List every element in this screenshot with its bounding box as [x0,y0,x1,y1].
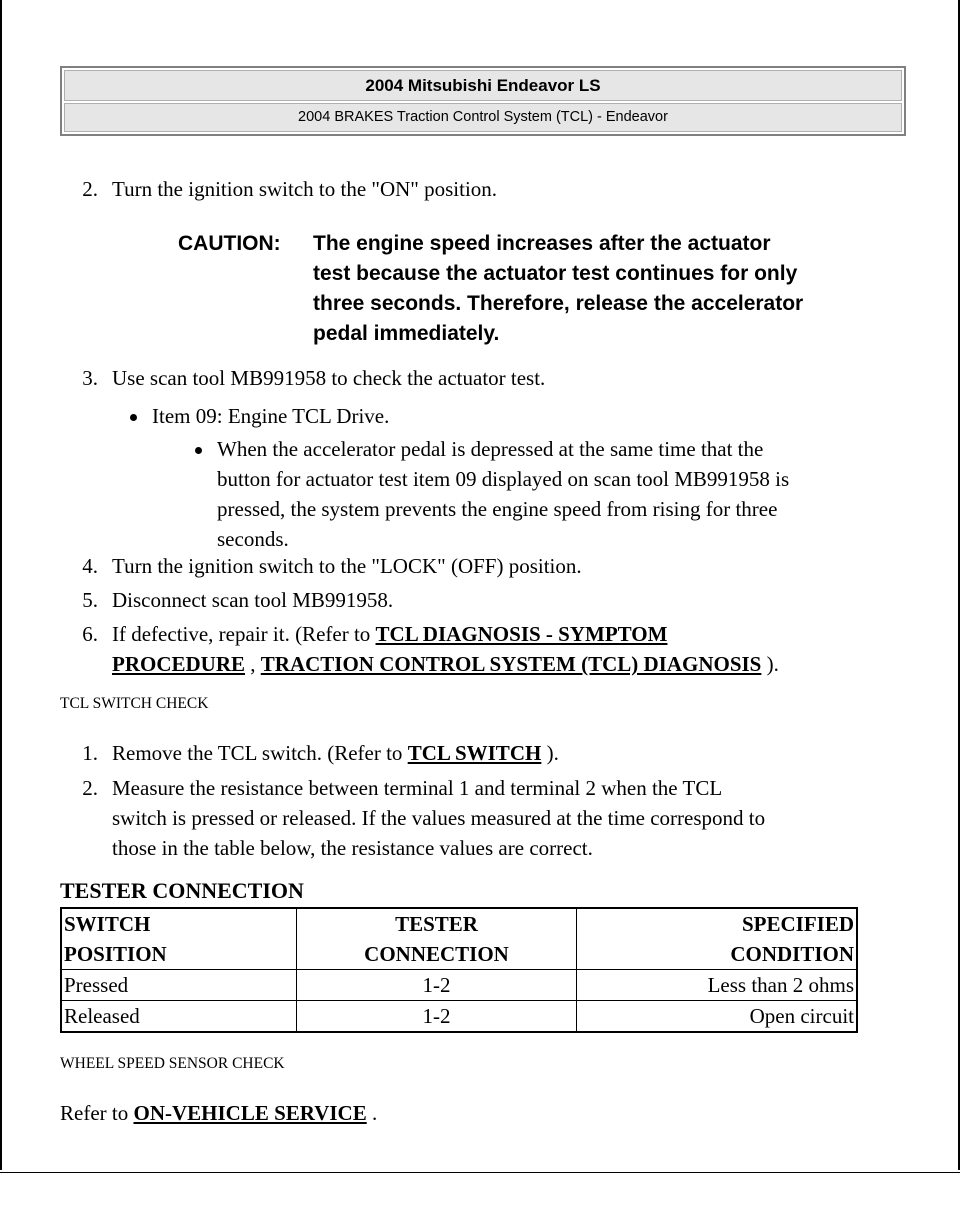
step-number: 5. [82,588,98,612]
bullet-dot [195,447,202,454]
bullet-dot [130,414,137,421]
tester-connection-table [60,907,858,1033]
on-vehicle-service-link[interactable]: ON-VEHICLE SERVICE [133,1101,367,1125]
header-specified-condition: SPECIFIED CONDITION [577,908,858,970]
step-6 [70,619,940,681]
table-header-row [61,908,857,970]
step-text: Turn the ignition switch to the "ON" position. [112,177,498,201]
wheel-speed-refer [60,1098,920,1128]
tester-connection-title: TESTER CONNECTION [60,878,304,903]
table-row [61,970,857,1001]
wheel-speed-check-heading: WHEEL SPEED SENSOR CHECK [60,1055,285,1072]
step-text-prefix: If defective, repair it. (Refer to [112,622,376,646]
step-number: 3. [82,366,98,390]
step-line: switch is pressed or released. If the values measured at the time correspond to [112,806,766,830]
tcl-diagnosis-link[interactable]: TRACTION CONTROL SYSTEM (TCL) DIAGNOSIS [260,652,762,676]
tcl-diagnosis-symptom-link[interactable]: TCL DIAGNOSIS - SYMPTOM [375,622,668,646]
step-number: 4. [82,554,98,578]
step-line: Measure the resistance between terminal 1 and terminal 2 when the TCL [112,776,723,800]
step-text-prefix: Remove the TCL switch. (Refer to [112,741,408,765]
table-cell: Released [61,1001,297,1033]
header-switch-position: SWITCH POSITION [61,908,297,970]
caution-label: CAUTION: [178,232,281,255]
table-cell: 1-2 [297,970,577,1001]
caution-line: pedal immediately. [313,322,500,345]
bullet-line: button for actuator test item 09 displayed on scan tool MB991958 is [217,467,790,491]
step-number: 1. [82,741,98,765]
page-bottom-rule [0,1172,960,1173]
step-text [112,773,942,863]
step-text: Use scan tool MB991958 to check the actuator test. [112,366,546,390]
step-text [112,619,942,679]
step-text-suffix: ). [761,652,779,676]
step-line: those in the table below, the resistance values are correct. [112,836,593,860]
table-cell: Open circuit [577,1001,858,1033]
header-tester-connection: TESTER CONNECTION [297,908,577,970]
table-row [61,1001,857,1033]
bullet-text [217,434,917,554]
bullet-line: seconds. [217,527,289,551]
bullet-line: pressed, the system prevents the engine speed from rising for three [217,497,778,521]
caution-line: test because the actuator test continues for only [313,262,798,285]
table-cell: Pressed [61,970,297,1001]
refer-suffix: . [366,1101,378,1125]
step-number: 2. [82,177,98,201]
tcl-switch-link[interactable]: TCL SWITCH [407,741,542,765]
bullet-text: Item 09: Engine TCL Drive. [152,404,390,428]
bullet-line: When the accelerator pedal is depressed at the same time that the [217,437,764,461]
step-text: Turn the ignition switch to the "LOCK" (OFF) position. [112,554,582,578]
refer-prefix: Refer to [60,1101,134,1125]
caution-line: three seconds. Therefore, release the accelerator [313,292,804,315]
page-border-left [0,0,2,1170]
caution-body [313,229,913,349]
header-subtitle: 2004 BRAKES Traction Control System (TCL) - Endeavor [64,103,902,132]
tcl-switch-check-heading: TCL SWITCH CHECK [60,695,209,712]
link-separator: , [245,652,261,676]
step-text: Disconnect scan tool MB991958. [112,588,394,612]
caution-line: The engine speed increases after the actuator [313,232,771,255]
step-number: 6. [82,622,98,646]
step-number: 2. [82,776,98,800]
header-title: 2004 Mitsubishi Endeavor LS [64,70,902,101]
table-cell: Less than 2 ohms [577,970,858,1001]
step-text-suffix: ). [541,741,559,765]
tcl-diagnosis-symptom-link-cont[interactable]: PROCEDURE [112,652,246,676]
table-cell: 1-2 [297,1001,577,1033]
document-header [60,66,906,136]
